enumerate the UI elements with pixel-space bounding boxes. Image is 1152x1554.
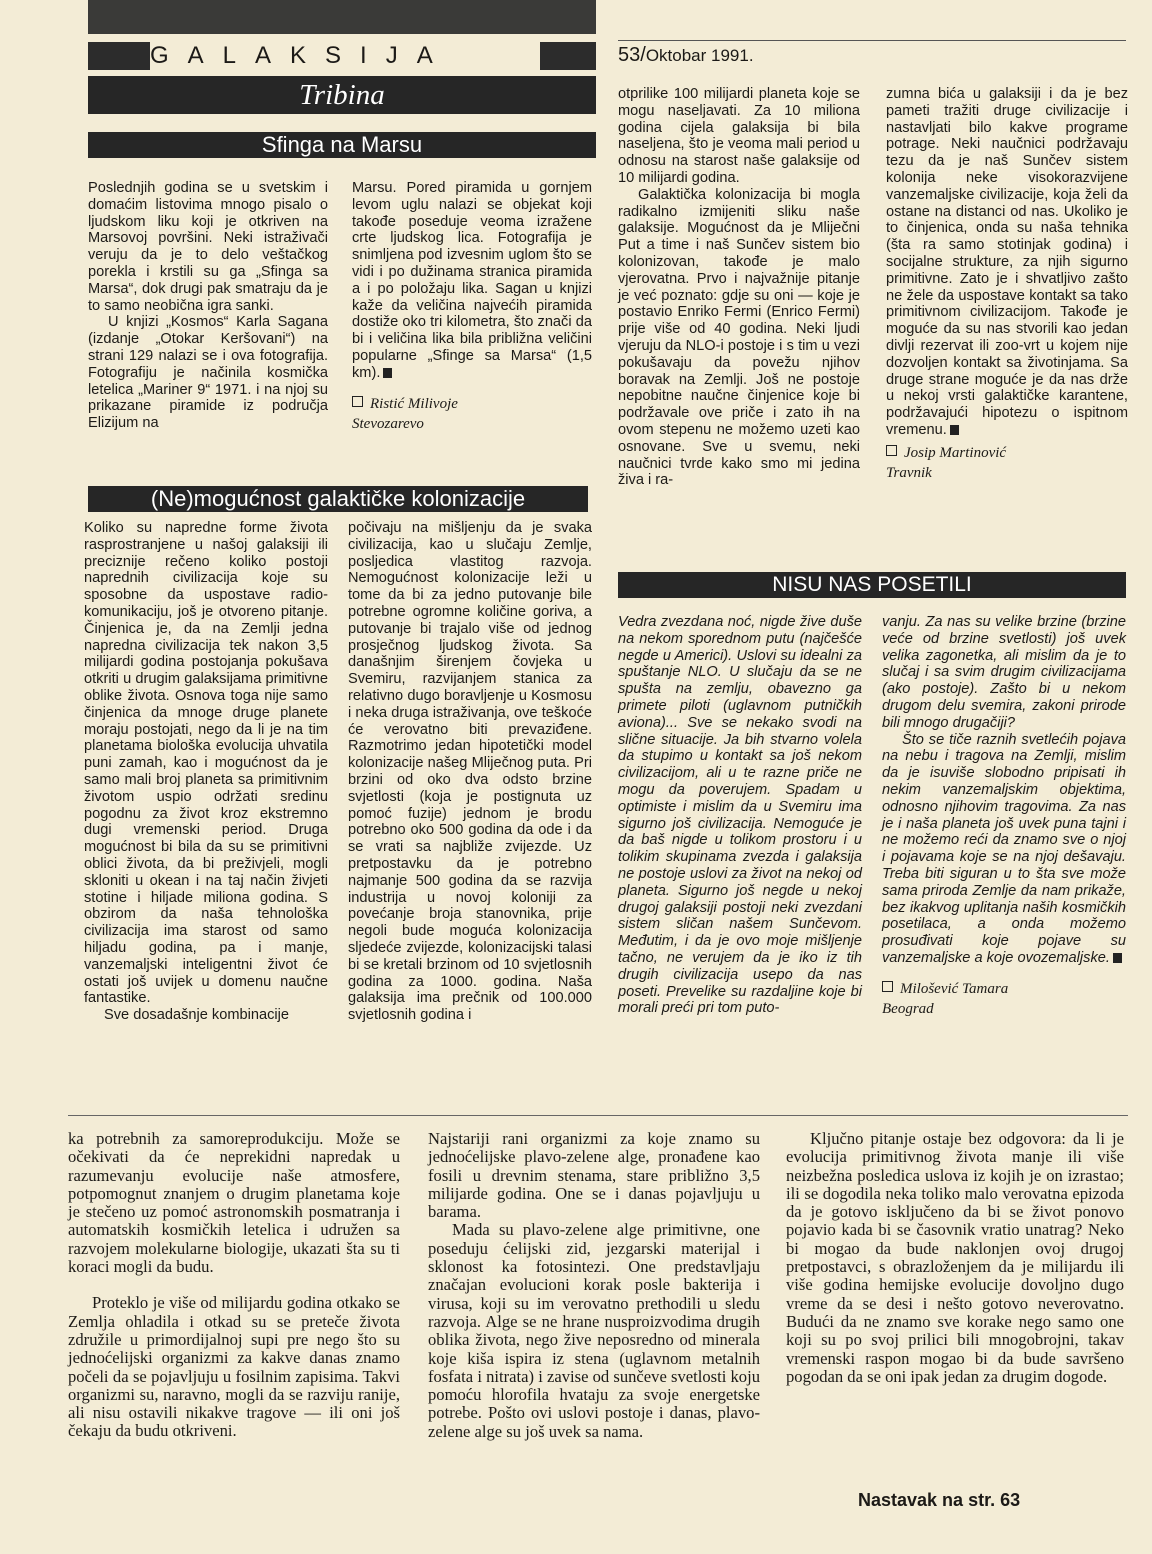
paragraph: otprilike 100 milijardi planeta koje se mogu naseljavati. Za 10 miliona godina cijela galaksija bi bila naseljena, što je veoma mali period u odnosu na starost naše galaksije od 10 milijardi godina. (618, 86, 860, 186)
header-rule (618, 40, 1126, 41)
article3-col1 (618, 614, 862, 1017)
paragraph (886, 86, 1128, 439)
article2-col4 (886, 86, 1128, 483)
box-icon (882, 981, 893, 992)
paragraph: U knjizi „Kosmos“ Karla Sagana (izdanje „Otokar Keršovani“) na strani 129 nalazi se i ova fotografija. Fotografiju je načinila kosmička letelica „Mariner 9“ 1971. i na njoj su prikazane piramide iz područja Elizijum na (88, 314, 328, 432)
bottom-col3 (786, 1130, 1124, 1386)
paragraph: Proteklo je više od milijardu godina otkako se Zemlja ohladila i otkad su se preteče života združile u primordijalnoj supi pre nego što su jednoćelijski organizmi za kakve danas znamo počeli da se pojavljuju u fosilnim zapisima. Takvi organizmi su, naravno, mogli da se razviju ranije, ali nisu ostavili nikakve tragove — ili oni još čekaju da budu otkriveni. (68, 1293, 400, 1441)
end-mark-icon (383, 368, 392, 378)
paragraph (352, 180, 592, 382)
author-name: Milošević Tamara (900, 980, 1009, 997)
author-name: Ristić Milivoje (370, 395, 458, 412)
paragraph: Sve dosadašnje kombinacije (104, 1007, 289, 1024)
bottom-col2 (428, 1130, 760, 1441)
bottom-col1 (68, 1130, 400, 1441)
paragraph: počivaju na mišljenju da je svaka civilizacija, kao u slučaju Zemlje, posljedica vlastitog razvoja. Nemogućnost kolonizacije leži u tome da bi za jedno putovanje bile potrebne ogromne količine goriva, a putovanje bi trajalo više od jednog prosječnog ljudskog života. Sa današnjim širenjem čovjeka u Svemiru, razvijanjem stanica za relativno dugo boravljenje u Kosmosu i neka druga istraživanja, ove teškoće će verovatno biti prevaziđene. Razmotrimo jedan hipotetički model kolonizacije našeg Mliječnog puta. Pri brzini od oko dva odsto brzine svjetlosti (koja je postignuta uz pomoć fuzije) jednom je brodu potrebno oko 500 godina da ode i da se vrati sa najbliže zvijezde. Uz pretpostavku da je potrebno najmanje 500 godina da se razvija industrija u novoj koloniji za povećanje broja stanovnika, prije negoli bude moguća kolonizacija sljedeće zvijezde, kolonizacijski talasi bi se kretali brzinom od 10 svjetlosnih godina za 1000. godina. Naša galaksija ima prečnik od 100.000 svjetlosnih godina i (348, 520, 592, 1024)
paragraph: Koliko su napredne forme života rasprostranjene u našoj galaksiji ili preciznije rečeno koliko postoji naprednih civilizacija koje su sposobne da uspostave radio-komunikaciju, još je otvoreno pitanje. Činjenica je, da na Zemlji jedna napredna civilizacija tek nakon 3,5 milijardi godina postojanja pokušava otkriti u drugim galaksijama primitivne oblike života. Osnova toga nije samo činjenica da mnoge druge planete moraju postojati, nego da li je na tim planetama biološka evolucija uhvatila puni zamah, kao i mogućnost da je samo mali broj planeta sa primitivnim životom uspio održati sredinu pogodnu za život kroz ekstremno dugi vremenski period. Druga mogućnost bi bila da su se primitivni oblici života, da bi preživjeli, mogli skloniti u okean i na taj način živjeti stotine i hiljade miliona godina. S obzirom da naša tehnološka civilizacija ima starost od samo hiljadu godina, pa i manje, vanzemaljski inteligentni život će ostati još uvijek u domenu naučne fantastike. (84, 520, 328, 1007)
article3-signature (882, 979, 1126, 1019)
paragraph: Najstariji rani organizmi za koje znamo su jednoćelijske plavo-zelene alge, pronađene kao fosili u drevnim stenama, stare približno 3,5 milijarde godina. One se i danas pojavljuju u barama. (428, 1129, 760, 1222)
article3-title: NISU NAS POSETILI (618, 572, 1126, 598)
paragraph-text: Što se tiče raznih svetlećih pojava na nebu i tragova na Zemlji, mislim da je isuviše slobodno pripisati ih nekim vanzemaljskim objektima, odnosno njihovim tragovima. Za nas je i naša planeta još uvek puna tajni i ne možemo reći da znamo sve o njoj i pojavama koje se na njoj dešavaju. Treba biti siguran u to šta sve može sama priroda Zemlje da nam prikaže, bez ikakvog uplitanja naših kosmičkih posetilaca, a onda možemo prosuđivati koje pojave su vanzemaljske a koje ovozemaljske. (882, 731, 1126, 966)
header-dark-bar (88, 0, 596, 34)
continued-note: Nastavak na str. 63 (858, 1490, 1021, 1510)
end-mark-icon (950, 425, 959, 435)
paragraph-text: Marsu. Pored piramida u gornjem levom uglu nalazi se objekat koji takođe poseduje veoma izražene crte ljudskog lica. Fotografija je snimljena pod izvesnim uglom što se vidi i po dužinama stranica piramida a i po položaju lika. Sagan u knjizi kaže da veličina najvećih piramida dostiže oko tri kilometra, što znači da bi i veličina lika bila približna veličini popularne „Sfinge sa Marsa“ (1,5 km). (352, 180, 592, 381)
author-name: Josip Martinović (904, 444, 1007, 461)
author-place: Stevozarevo (352, 415, 424, 432)
paragraph: Poslednjih godina se u svetskim i domaćim listovima mnogo pisalo o ljudskom liku koji je otkriven na Marsovoj površini. Neki istraživači veruju da je to delo veštačkog porekla i krstili su ga „Sfinga sa Marsa“, dok drugi pak smatraju da je to samo neobična igra sanki. (88, 180, 328, 314)
issue-number: 53/ (618, 44, 646, 66)
paragraph: ka potrebnih za samoreprodukciju. Može se očekivati da će neprekidni napredak u razumevanju evolucije naše atmosfere, potpomognut znanjem o drugim planetama koje je stečeno uz pomoć astronomskih posmatranja i automatskih kosmičkih letelica i udružen sa razvojem molekularne biologije, ukazati šta su ti koraci mogli da budu. (68, 1129, 400, 1277)
article1-col1 (88, 180, 328, 432)
paragraph: Mada su plavo-zelene alge primitivne, one poseduju ćelijski zid, jezgarski materijal i sklonost ka fotosintezi. One predstavljaju značajan evolucioni korak posle bakterija i virusa, koji su im verovatno prethodili u sledu razvoja. Alge se ne hrane nusproizvodima drugih oblika života, nego žive neposredno od minerala koje kiša ispira iz stena (uglavnom metalnih fosfata i nitrata) i zavise od sunčeve svetlosti koju pomoću hlorofila hvataju za svoje energetske potrebe. Pošto ovi uslovi postoje i danas, plavo-zelene alge su još uvek sa nama. (428, 1220, 760, 1441)
paragraph-text: zumna bića u galaksiji i da je bez pameti tražiti druge civilizacije i nastavljati bilo kakve programe potrage. Neki naučnici podržavaju tezu da je naš Sunčev sistem kolonija neke visokorazvijene vanzemaljske civilizacije, koja želi da ostane na distanci od nas. Ukoliko je to činjenica, onda su naša tehnika (šta ra samo stotinjak godina) i socijalne strukture, za njih sigurno primitivne. Zato je i shvatljivo zašto ne žele da uspostave kontakt sa tako primitivnom civilizacijom. Takođe je moguće da su nas stvorili kao jedan divlji rezervat ili zoo-vrt u kojem nije dozvoljen kontakt sa životinjama. Sa druge strane moguće je da nas drže u nekoj vrsti galaktičke karantene, podržavajući hipotezu o ispitnom vremenu. (886, 86, 1128, 438)
paragraph: Vedra zvezdana noć, nigde žive duše na nekom sporednom putu (najčešće negde u Americi). Uslovi su idealni za spuštanje NLO. U slučaju da se ne spušta na zemlju, obavezno ga primete piloti (uglavnom putničkih aviona)... Sve se nekako svodi na slične situacije. Ja bih stvarno volela da stupimo u kontakt sa još nekom civilizacijom, ali u te razne priče ne mogu da poverujem. Spadam u optimiste i mislim da u Svemiru ima sigurno još civilizacija. Nemoguće je da baš nigde u tolikom prostoru i u tolikim skupinama zvezda i galaksija ne postoje uslovi za život na nekoj od planeta. Sigurno još negde u nekoj drugoj galaksiji postoji neki zvezdani sistem sličan našem Sunčevom. Međutim, i da je ovo moje mišljenje tačno, ne verujem da je iko iz tih drugih civilizacija usepo da nas poseti. Prevelike su razdaljine koje bi morali preći pri tom puto- (618, 614, 862, 1017)
issue-date: Oktobar 1991. (645, 46, 754, 65)
box-icon (352, 396, 363, 407)
article2-col2 (348, 520, 592, 1024)
article1-title: Sfinga na Marsu (88, 132, 596, 158)
bottom-divider (68, 1115, 1128, 1116)
article2-col3 (618, 86, 860, 489)
article2-signature (886, 443, 1128, 483)
author-place: Travnik (886, 464, 932, 481)
article1-signature (352, 394, 592, 434)
end-mark-icon (1113, 953, 1122, 963)
article2-title: (Ne)mogućnost galaktičke kolonizacije (88, 486, 588, 512)
paragraph: Galaktička kolonizacija bi mogla radikalno izmijeniti sliku naše galaksije. Mogućnost da je Mliječni Put a time i naš Sunčev sistem bio kolonizovan, takođe je malo vjerovatna. Prvo i najvažnije pitanje je već poznato: gdje su oni — koje je postavio Enriko Fermi (Enrico Fermi) prije više od 40 godina. Neki ljudi vjeruju da NLO-i postoje i s tim u vezi pokušavaju da povežu njihov boravak na Zemlji. Još ne postoje nepobitne naučne činjenice koje bi podržavale ove priče i zato ih na ovom stepenu ne možemo uzeti kao osnovane. Sve u svemu, neki naučnici tvrde kako smo mi jedina živa i ra- (618, 186, 860, 489)
author-place: Beograd (882, 1000, 934, 1017)
section-title: Tribina (88, 76, 596, 114)
article3-col2 (882, 614, 1126, 1019)
box-icon (886, 445, 897, 456)
article1-col2 (352, 180, 592, 434)
paragraph (882, 732, 1126, 967)
issue-line (618, 44, 754, 67)
magazine-name: GALAKSIJA (150, 41, 540, 71)
paragraph: Ključno pitanje ostaje bez odgovora: da li je evolucija primitivnog života manje ili više neizbežna posledica uslova iz kojih je on izrastao; ili se dogodila neka toliko malo verovatna epizoda da je gotovo isključeno da bi se život ponovo pojavio kada bi se časovnik vratio unatrag? Neko bi mogao da bude naklonjen ovoj drugoj pretpostavci, s obrazloženjem da je milijardu ili više godina hemijske evolucije dovoljno dugo vreme da se desi i nešto gotovo neverovatno. Budući da ne znamo sve korake nego samo one koji su po svoj prilici bili mnogobrojni, takav vremenski raspon mogao bi da bude savršeno pogodan da se oni ipak jedan za drugim dogode. (786, 1129, 1124, 1386)
article2-col1 (84, 520, 328, 1024)
paragraph: vanju. Za nas su velike brzine (brzine veće od brzine svetlosti) još uvek velika zagonetka, ali mislim da je to slučaj i sa svim drugim civilizacijama (ako postoje). Zašto bi u nekom drugom delu svemira, zakoni prirode bili mnogo drugačiji? (882, 614, 1126, 731)
